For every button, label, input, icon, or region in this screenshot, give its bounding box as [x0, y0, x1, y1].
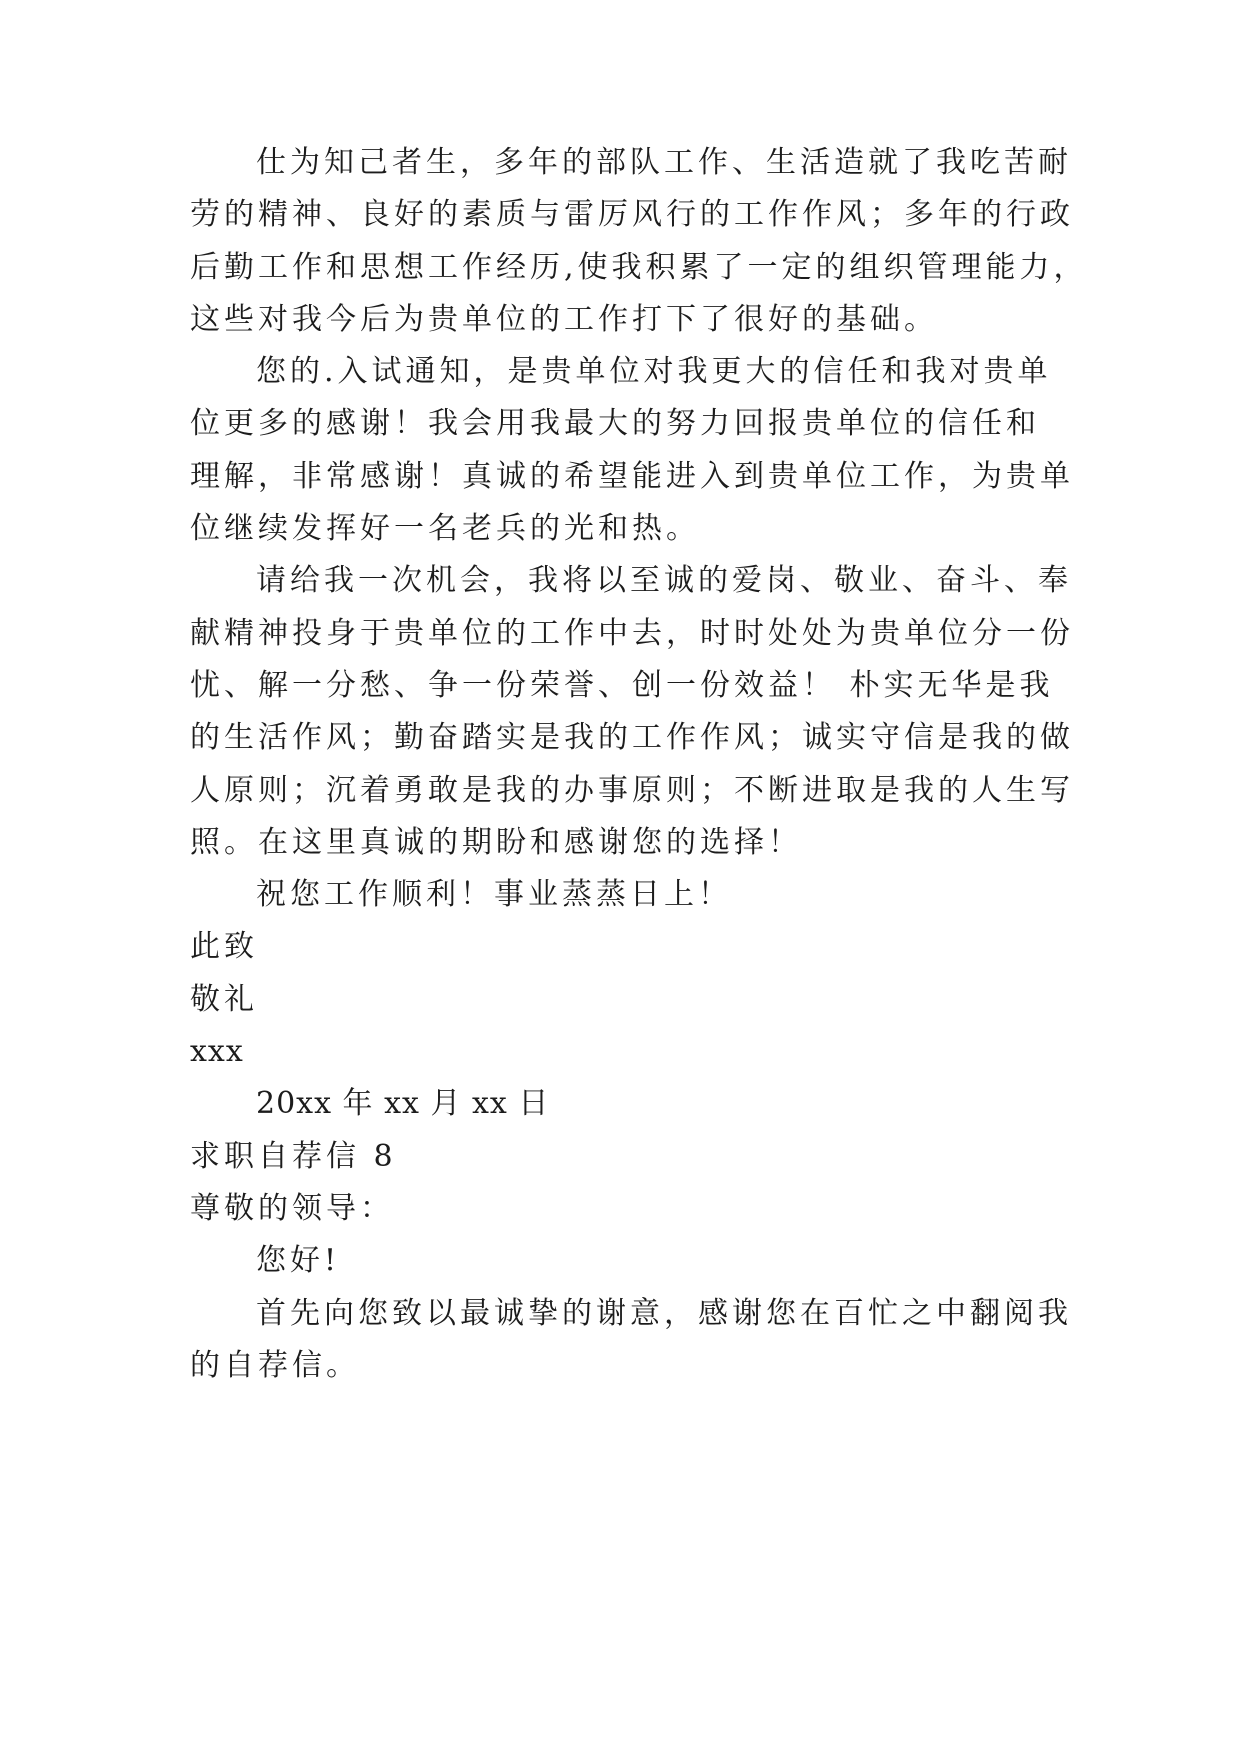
text-line: 您的.入试通知，是贵单位对我更大的信任和我对贵单: [256, 354, 1052, 390]
signature: xxx: [190, 1034, 244, 1070]
salutation: 尊敬的领导：: [190, 1190, 394, 1226]
closing-phrase: 此致: [190, 929, 258, 965]
text-line: 这些对我今后为贵单位的工作打下了很好的基础。: [190, 301, 938, 337]
paragraph: [190, 555, 1241, 869]
text-line: 的生活作风；勤奋踏实是我的工作作风；诚实守信是我的做: [190, 720, 1074, 756]
text-line: 首先向您致以最诚挚的谢意，感谢您在百忙之中翻阅我: [256, 1295, 1072, 1331]
text-line: 人原则；沉着勇敢是我的办事原则；不断进取是我的人生写: [190, 772, 1074, 808]
text-line: 忧、解一分愁、争一份荣誉、创一份效益！ 朴实无华是我: [190, 667, 1054, 703]
paragraph: [190, 1288, 1241, 1393]
text-line: 照。在这里真诚的期盼和感谢您的选择！: [190, 824, 802, 860]
closing-salute: 敬礼: [190, 981, 258, 1017]
text-line: 请给我一次机会，我将以至诚的爱岗、敬业、奋斗、奉: [256, 563, 1072, 599]
paragraph: [190, 137, 1241, 346]
text-line: 的自荐信。: [190, 1347, 360, 1383]
closing-wish: 祝您工作顺利！事业蒸蒸日上！: [256, 877, 732, 913]
text-line: 后勤工作和思想工作经历,使我积累了一定的组织管理能力，: [190, 249, 1088, 285]
text-line: 位更多的感谢！我会用我最大的努力回报贵单位的信任和: [190, 406, 1040, 442]
letter-date: 20xx 年 xx 月 xx 日: [256, 1086, 550, 1122]
text-line: 仕为知己者生，多年的部队工作、生活造就了我吃苦耐: [256, 145, 1072, 180]
greeting: 您好!: [256, 1243, 341, 1279]
text-line: 理解，非常感谢！真诚的希望能进入到贵单位工作，为贵单: [190, 458, 1074, 494]
text-line: 献精神投身于贵单位的工作中去，时时处处为贵单位分一份: [190, 615, 1074, 651]
text-line: 位继续发挥好一名老兵的光和热。: [190, 511, 700, 547]
section-title: 求职自荐信 8: [190, 1138, 397, 1174]
paragraph: [190, 346, 1241, 555]
text-line: 劳的精神、良好的素质与雷厉风行的工作作风；多年的行政: [190, 197, 1074, 233]
